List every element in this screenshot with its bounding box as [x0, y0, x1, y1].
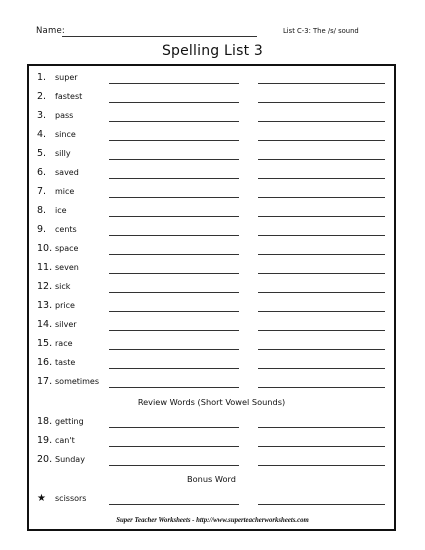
list-item [29, 205, 394, 219]
practice-line-2 [258, 427, 385, 428]
item-word: Sunday [55, 455, 85, 464]
practice-line-2 [258, 235, 385, 236]
review-heading: Review Words (Short Vowel Sounds) [137, 397, 286, 407]
item-number: 16. [37, 357, 53, 368]
name-row [36, 26, 396, 40]
footer-credit: Super Teacher Worksheets - http://www.superteacherworksheets.com [116, 517, 309, 524]
practice-line-2 [258, 465, 385, 466]
item-number: 4. [37, 129, 47, 140]
item-number: 11. [37, 262, 53, 273]
item-word: sometimes [55, 377, 100, 386]
list-item [29, 110, 394, 124]
item-number: 17. [37, 376, 53, 387]
item-word: pass [55, 111, 74, 120]
practice-line-1 [109, 330, 239, 331]
item-word: space [55, 244, 79, 253]
practice-line-2 [258, 254, 385, 255]
list-item [29, 281, 394, 295]
item-word: since [55, 130, 76, 139]
name-blank-line [62, 36, 257, 37]
practice-line-2 [258, 102, 385, 103]
practice-line-1 [109, 178, 239, 179]
item-number: 6. [37, 167, 47, 178]
list-item [29, 148, 394, 162]
item-number: 3. [37, 110, 47, 121]
practice-line-1 [109, 121, 239, 122]
item-word: cents [55, 225, 77, 234]
bonus-item [29, 493, 394, 507]
star-icon: ★ [37, 493, 46, 504]
item-word: taste [55, 358, 76, 367]
practice-line-2 [258, 178, 385, 179]
item-number: 1. [37, 72, 47, 83]
practice-line-2 [258, 159, 385, 160]
list-item [29, 224, 394, 238]
page-title: Spelling List 3 [161, 43, 264, 59]
list-item [29, 243, 394, 257]
practice-line-2 [258, 197, 385, 198]
practice-line-1 [109, 273, 239, 274]
bonus-heading: Bonus Word [187, 474, 236, 484]
item-number: 13. [37, 300, 53, 311]
practice-line-1 [109, 83, 239, 84]
item-number: 7. [37, 186, 47, 197]
item-word: sick [55, 282, 71, 291]
practice-line-1 [109, 292, 239, 293]
practice-line-1 [109, 368, 239, 369]
item-number: 19. [37, 435, 53, 446]
practice-line-1 [109, 311, 239, 312]
item-number: 15. [37, 338, 53, 349]
practice-line-2 [258, 387, 385, 388]
item-number: 8. [37, 205, 47, 216]
item-word: silly [55, 149, 71, 158]
item-word: seven [55, 263, 79, 272]
list-item [29, 167, 394, 181]
list-item [29, 454, 394, 468]
list-item [29, 376, 394, 390]
item-word: silver [55, 320, 77, 329]
list-item [29, 338, 394, 352]
name-label: Name: [36, 26, 65, 36]
item-word: ice [55, 206, 67, 215]
practice-line-2 [258, 140, 385, 141]
item-word: mice [55, 187, 75, 196]
practice-line-2 [258, 368, 385, 369]
word-list-box [27, 64, 396, 531]
list-item [29, 91, 394, 105]
item-word: can't [55, 436, 75, 445]
practice-line-2 [258, 446, 385, 447]
item-number: 18. [37, 416, 53, 427]
list-id: List C-3: The /s/ sound [283, 27, 359, 35]
practice-line-2 [258, 121, 385, 122]
item-number: 12. [37, 281, 53, 292]
list-item [29, 186, 394, 200]
practice-line-2 [258, 216, 385, 217]
practice-line-2 [258, 330, 385, 331]
practice-line-1 [109, 235, 239, 236]
list-item [29, 72, 394, 86]
list-item [29, 416, 394, 430]
item-number: 14. [37, 319, 53, 330]
practice-line-1 [109, 387, 239, 388]
item-number: 9. [37, 224, 47, 235]
item-number: 20. [37, 454, 53, 465]
item-number: 10. [37, 243, 53, 254]
list-item [29, 300, 394, 314]
practice-line-1 [109, 427, 239, 428]
item-word: scissors [55, 494, 87, 503]
item-word: saved [55, 168, 79, 177]
practice-line-2 [258, 504, 385, 505]
practice-line-1 [109, 216, 239, 217]
practice-line-2 [258, 292, 385, 293]
practice-line-1 [109, 102, 239, 103]
list-item [29, 262, 394, 276]
practice-line-1 [109, 254, 239, 255]
practice-line-2 [258, 311, 385, 312]
list-item [29, 129, 394, 143]
practice-line-2 [258, 83, 385, 84]
practice-line-1 [109, 446, 239, 447]
item-number: 2. [37, 91, 47, 102]
item-number: 5. [37, 148, 47, 159]
list-item [29, 319, 394, 333]
list-item [29, 435, 394, 449]
practice-line-2 [258, 273, 385, 274]
practice-line-1 [109, 465, 239, 466]
practice-line-1 [109, 504, 239, 505]
item-word: race [55, 339, 73, 348]
practice-line-1 [109, 197, 239, 198]
item-word: getting [55, 417, 84, 426]
practice-line-1 [109, 159, 239, 160]
item-word: fastest [55, 92, 83, 101]
list-item [29, 357, 394, 371]
practice-line-1 [109, 349, 239, 350]
item-word: price [55, 301, 75, 310]
item-word: super [55, 73, 78, 82]
practice-line-2 [258, 349, 385, 350]
practice-line-1 [109, 140, 239, 141]
